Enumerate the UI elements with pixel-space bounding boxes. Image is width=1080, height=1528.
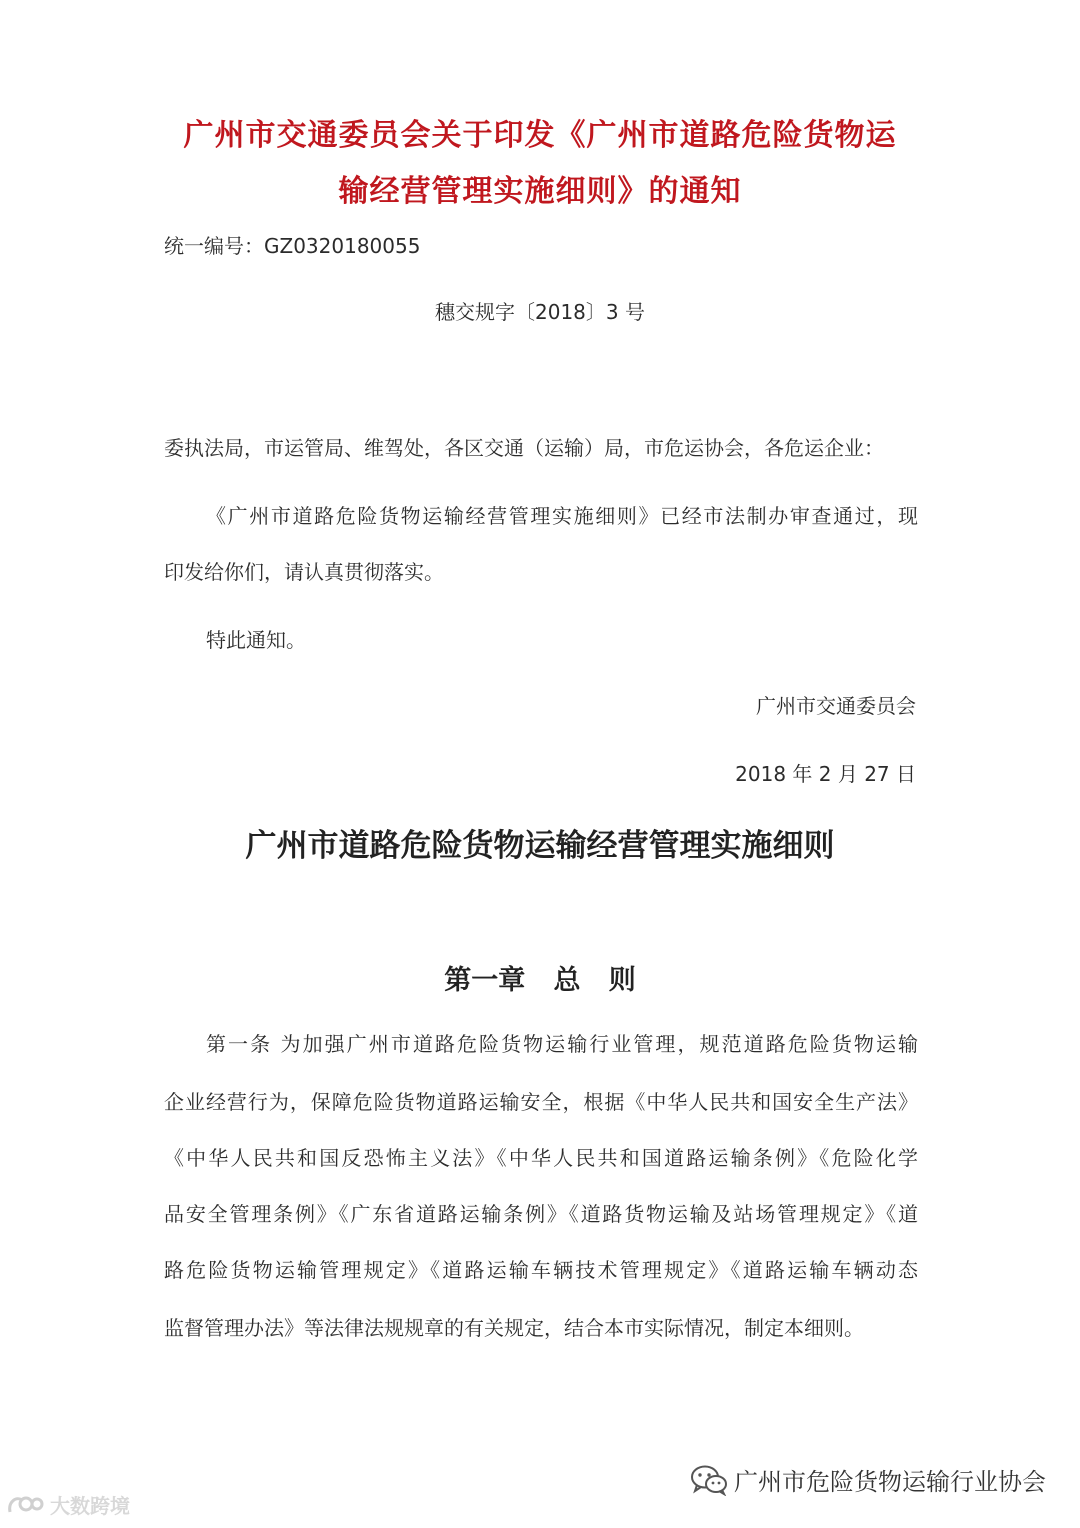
notice-title-line-1: 广州市交通委员会关于印发《广州市道路危险货物运 (183, 118, 897, 153)
article-line: 企业经营行为，保障危险货物道路运输安全，根据《中华人民共和国安全生产法》 (164, 1090, 918, 1114)
brand-watermark-text: 大数跨境 (50, 1494, 130, 1518)
addressees: 委执法局，市运管局、维驾处，各区交通（运输）局，市危运协会，各危运企业： (164, 436, 884, 460)
association-watermark (690, 1462, 1046, 1497)
wechat-icon (690, 1464, 728, 1496)
brand-logo-icon (6, 1492, 44, 1518)
article-line: 品安全管理条例》《广东省道路运输条例》《道路货物运输及站场管理规定》《道 (164, 1202, 918, 1226)
article-line: 监督管理办法》等法律法规规章的有关规定，结合本市实际情况，制定本细则。 (164, 1316, 864, 1340)
chapter-heading: 第一章 总 则 (444, 965, 636, 996)
document-number: 穗交规字〔2018〕3 号 (435, 300, 645, 324)
brand-watermark (6, 1490, 130, 1519)
article-line: 第一条 为加强广州市道路危险货物运输行业管理，规范道路危险货物运输 (206, 1032, 918, 1056)
issue-date: 2018 年 2 月 27 日 (735, 762, 916, 786)
notice-body-line-1: 《广州市道路危险货物运输经营管理实施细则》已经市法制办审查通过，现 (206, 504, 918, 528)
article-line: 《中华人民共和国反恐怖主义法》《中华人民共和国道路运输条例》《危险化学 (164, 1146, 918, 1170)
issuer-signature: 广州市交通委员会 (756, 694, 916, 718)
serial-number: 统一编号：GZ0320180055 (164, 234, 421, 258)
rules-title: 广州市道路危险货物运输经营管理实施细则 (245, 828, 835, 864)
notice-body-line-2: 印发给你们，请认真贯彻落实。 (164, 560, 444, 584)
notice-title-line-2: 输经营管理实施细则》的通知 (338, 174, 742, 209)
article-line: 路危险货物运输管理规定》《道路运输车辆技术管理规定》《道路运输车辆动态 (164, 1258, 918, 1282)
closing-phrase: 特此通知。 (206, 628, 306, 652)
association-name: 广州市危险货物运输行业协会 (734, 1468, 1046, 1496)
